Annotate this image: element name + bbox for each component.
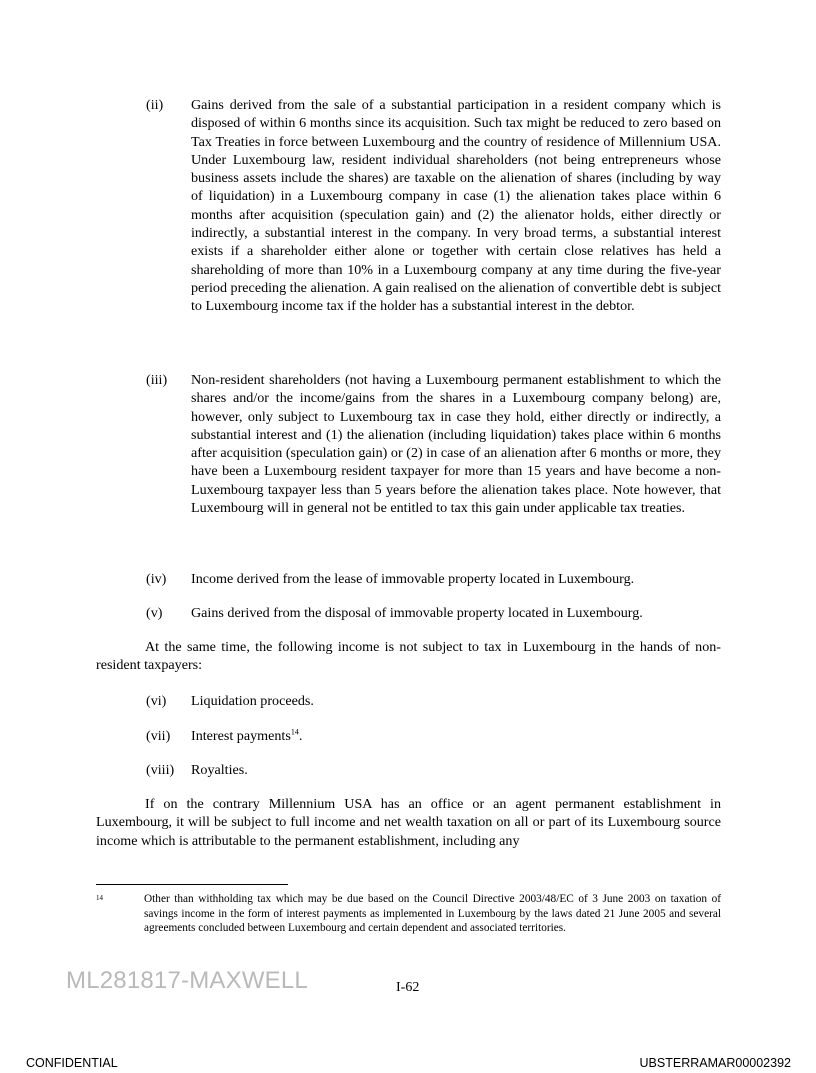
watermark: ML281817-MAXWELL [66,967,308,994]
list-item-label: (viii) [146,762,175,778]
list-item-text: Non-resident shareholders (not having a Luxembourg permanent establishment to which the shares and/or the income/gains from the shares in a Luxembourg company belong) are, however, only subject to Luxembourg tax in case they hold, either directly or indirectly, a substantial interest and (1) the alienation (including liquidation) takes place within 6 months after acquisition (speculation gain) or (2) in case of an alienation after 6 months or more, they have been a Luxembourg resident taxpayer for more than 15 years and have become a non-Luxembourg taxpayer less than 5 years before the alienation takes place. Note however, that Luxembourg will in general not be entitled to tax this gain under applicable tax treaties. [191,372,721,517]
list-item-text: Gains derived from the sale of a substantial participation in a resident company which is disposed of within 6 months since its acquisition. Such tax might be reduced to zero based on Tax Treaties in force between Luxembourg and the country of residence of Millennium USA. Under Luxembourg law, resident individual shareholders (not being entrepreneurs whose business assets include the shares) are taxable on the alienation of shares (including by way of liquidation) in a Luxembourg company in case (1) the alienation takes place within 6 months after acquisition (speculation gain) and (2) the alienator holds, either directly or indirectly, a substantial interest in the company. In very broad terms, a substantial interest exists if a shareholder either alone or together with certain close relatives has held a shareholding of more than 10% in a Luxembourg company at any time during the five-year period preceding the alienation. A gain realised on the alienation of convertible debt is subject to Luxembourg income tax if the holder has a substantial interest in the debtor. [191,97,721,315]
list-item-label: (ii) [146,97,164,113]
list-item-v [146,604,721,622]
list-item-vii [146,727,721,745]
body-paragraph-2: If on the contrary Millennium USA has an office or an agent permanent establishment in Luxembourg, it will be subject to full income and net wealth taxation on all or part of its Luxembourg source income which is attributable to the permanent establishment, including any [96,796,721,849]
list-item-viii [146,761,721,779]
list-item-label: (v) [146,605,163,621]
list-item-text: Income derived from the lease of immovable property located in Luxembourg. [191,571,635,587]
footnote-text: Other than withholding tax which may be due based on the Council Directive 2003/48/EC of 3 June 2003 on taxation of savings income in the form of interest payments as implemented in Luxembourg by the laws dated 21 June 2005 and several agreements concluded between Luxembourg and certain dependent and associated territories. [144,893,721,935]
list-item-text: Gains derived from the disposal of immovable property located in Luxembourg. [191,605,643,621]
footnote-reference: 14 [290,727,299,737]
confidential-label: CONFIDENTIAL [26,1056,118,1070]
list-item-label: (vi) [146,693,167,709]
list-item-text: Liquidation proceeds. [191,693,314,709]
list-item-iii [146,371,721,517]
footnote [96,892,721,936]
list-item-label: (iv) [146,571,167,587]
list-item-label: (iii) [146,372,168,388]
list-item-text [191,727,721,745]
bates-number: UBSTERRAMAR00002392 [639,1056,791,1070]
list-item-ii [146,96,721,316]
list-item-text: Royalties. [191,762,248,778]
footnote-separator [96,884,288,885]
page-number: I-62 [396,980,420,995]
body-paragraph-1: At the same time, the following income is not subject to tax in Luxembourg in the hands of non-resident taxpayers: [96,639,721,674]
list-item-iv [146,570,721,588]
list-item-text-end: . [298,728,303,744]
footnote-mark: 14 [96,894,103,902]
list-item-text-main: Interest payments [191,728,291,744]
list-item-label: (vii) [146,728,171,744]
list-item-vi [146,692,721,710]
